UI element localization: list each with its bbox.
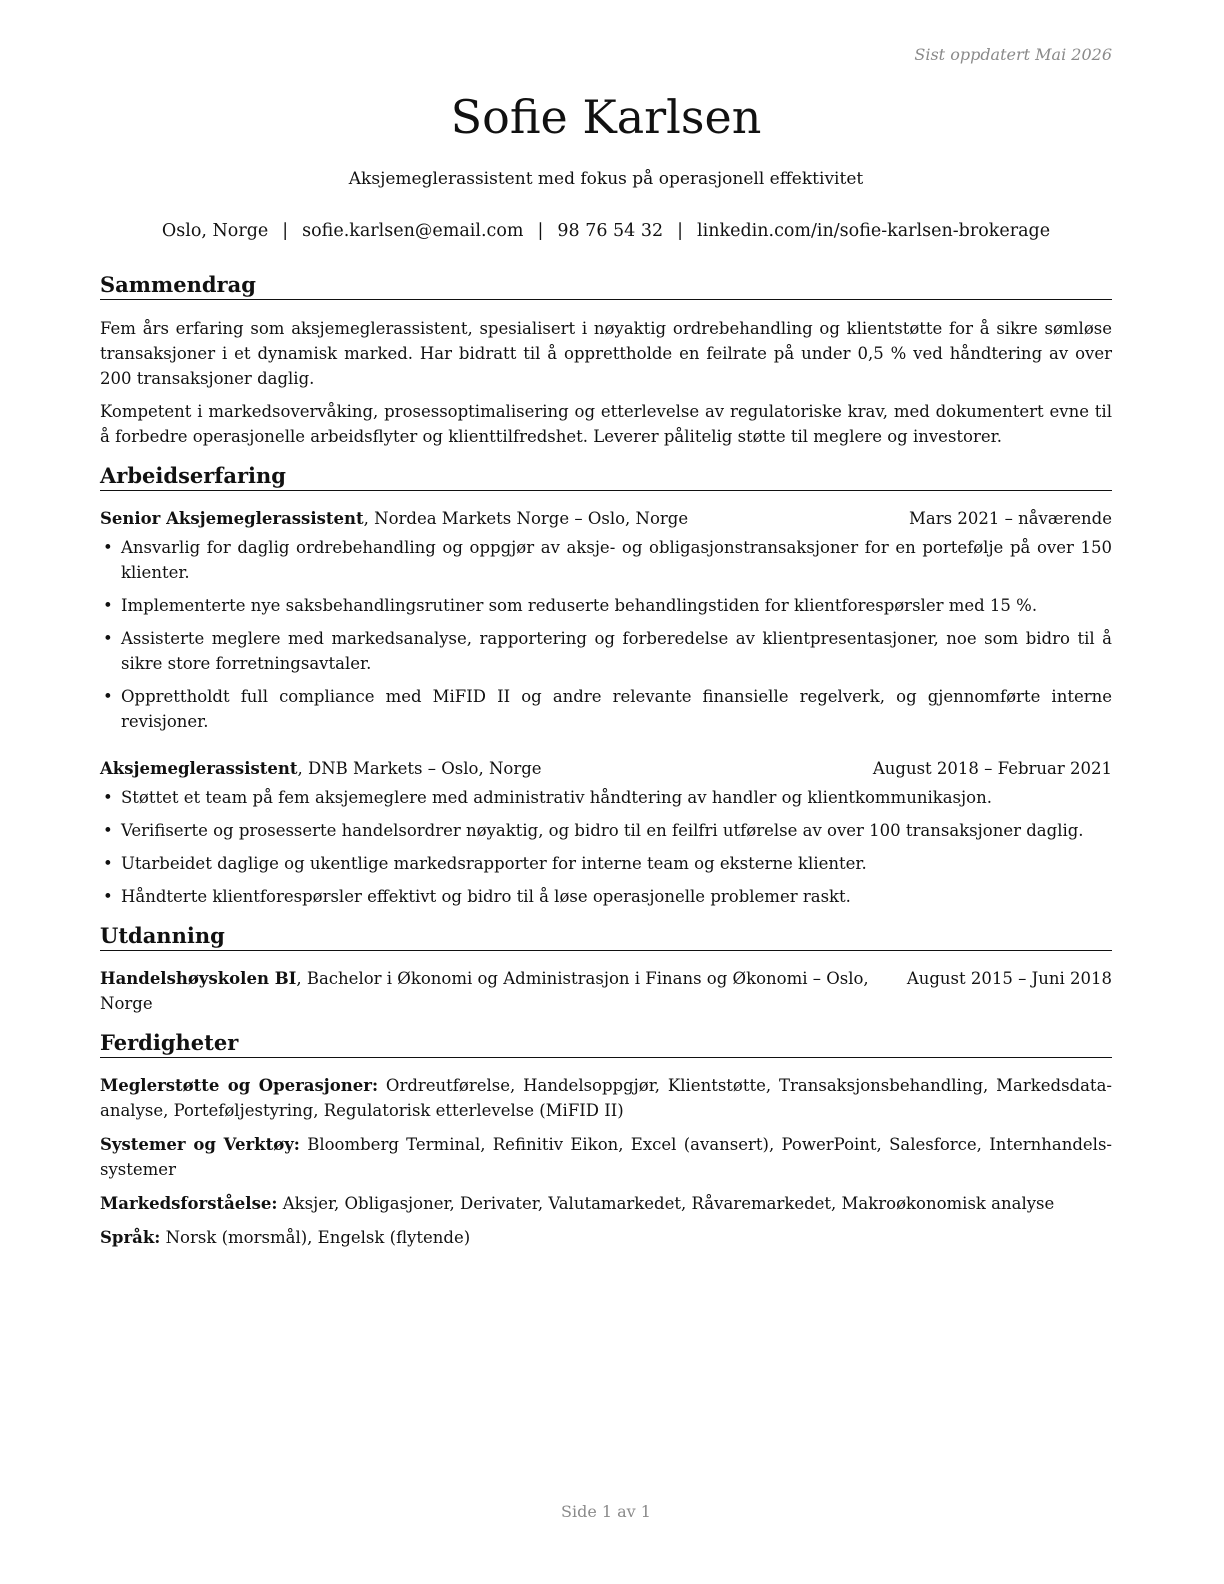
list-item: • Opprettholdt full compliance med MiFID II og andre relevante finansielle regelverk, og gjennomførte interne revisjoner.	[100, 684, 1112, 734]
skill-text: Bloomberg Terminal, Refinitiv Eikon, Excel (avansert), PowerPoint, Salesforce, Internhandels-systemer	[100, 1135, 1112, 1179]
skill-label: Meglerstøtte og Operasjoner:	[100, 1076, 379, 1095]
list-item: • Håndterte klientforespørsler effektivt og bidro til å løse operasjonelle problemer raskt.	[100, 884, 1112, 909]
section-heading: Utdanning	[100, 923, 1112, 951]
skill-text: Aksjer, Obligasjoner, Derivater, Valutamarkedet, Råvaremarkedet, Makroøkonomisk analyse	[277, 1194, 1055, 1213]
job-org: , Nordea Markets Norge – Oslo, Norge	[363, 509, 689, 528]
job-header	[100, 756, 1112, 781]
experience-section	[100, 463, 1112, 909]
page-number: Side 1 av 1	[561, 1502, 651, 1521]
skill-text: Ordreutførelse, Handelsoppgjør, Klientstøtte, Transaksjonsbehandling, Markedsdata-analyse, Porteføljestyring, Regulatorisk etterlevelse (MiFID II)	[100, 1076, 1112, 1120]
job-dates: Mars 2021 – nåværende	[909, 509, 1112, 528]
list-item: • Støttet et team på fem aksjemeglere med administrativ håndtering av handler og klientkommunikasjon.	[100, 785, 1112, 810]
contact-phone: 98 76 54 32	[557, 221, 664, 241]
summary-paragraph: Fem års erfaring som aksjemeglerassistent, spesialisert i nøyaktig ordrebehandling og klientstøtte for å sikre sømløse transaksjoner i et dynamisk marked. Har bidratt til å opprettholde en feilrate på under 0,5 % ved håndtering av over 200 transaksjoner daglig.	[100, 319, 1112, 388]
degree-detail: , Bachelor i Økonomi og Administrasjon i Finans og Økonomi – Oslo, Norge	[100, 969, 869, 1013]
contact-location: Oslo, Norge	[161, 221, 269, 241]
contact-separator: |	[282, 221, 289, 241]
skill-row	[100, 1132, 1112, 1182]
job-bullets	[100, 785, 1112, 909]
skill-label: Systemer og Verktøy:	[100, 1135, 300, 1154]
resume-content	[100, 272, 1112, 1259]
skill-row	[100, 1191, 1112, 1216]
school-name: Handelshøyskolen BI	[100, 969, 297, 988]
job-header	[100, 506, 1112, 531]
skill-label: Markedsforståelse:	[100, 1194, 278, 1213]
section-heading: Sammendrag	[100, 272, 1112, 300]
job-org: , DNB Markets – Oslo, Norge	[297, 759, 542, 778]
job-role: Senior Aksjemeglerassistent	[100, 509, 364, 528]
candidate-name: Sofie Karlsen	[450, 90, 762, 144]
list-item: • Implementerte nye saksbehandlingsrutiner som reduserte behandlingstiden for klientforespørsler med 15 %.	[100, 593, 1112, 618]
contact-line	[100, 220, 1112, 242]
job-role: Aksjemeglerassistent	[100, 759, 298, 778]
contact-linkedin[interactable]: linkedin.com/in/sofie-karlsen-brokerage	[697, 221, 1051, 241]
section-heading: Ferdigheter	[100, 1030, 1112, 1058]
skill-row	[100, 1225, 1112, 1250]
skill-row	[100, 1073, 1112, 1123]
education-section	[100, 923, 1112, 1016]
education-dates: August 2015 – Juni 2018	[906, 969, 1112, 988]
list-item: • Utarbeidet daglige og ukentlige markedsrapporter for interne team og eksterne klienter.	[100, 851, 1112, 876]
skill-text: Norsk (morsmål), Engelsk (flytende)	[160, 1228, 471, 1247]
list-item: • Assisterte meglere med markedsanalyse, rapportering og forberedelse av klientpresentasjoner, noe som bidro til å sikre store forretningsavtaler.	[100, 626, 1112, 676]
last-updated: Sist oppdatert Mai 2026	[914, 45, 1112, 64]
list-item: • Ansvarlig for daglig ordrebehandling og oppgjør av aksje- og obligasjonstransaksjoner for en portefølje på over 150 klienter.	[100, 535, 1112, 585]
skills-list	[100, 1073, 1112, 1250]
contact-separator: |	[677, 221, 684, 241]
job-dates: August 2018 – Februar 2021	[872, 759, 1112, 778]
section-heading: Arbeidserfaring	[100, 463, 1112, 491]
list-item: • Verifiserte og prosesserte handelsordrer nøyaktig, og bidro til en feilfri utførelse av over 100 transaksjoner daglig.	[100, 818, 1112, 843]
contact-email[interactable]: sofie.karlsen@email.com	[302, 221, 524, 241]
contact-separator: |	[537, 221, 544, 241]
summary-paragraph: Kompetent i markedsovervåking, prosessoptimalisering og etterlevelse av regulatoriske krav, med dokumentert evne til å forbedre operasjonelle arbeidsflyter og klienttilfredshet. Leverer pålitelig støtte til meglere og investorer.	[100, 402, 1112, 446]
tagline: Aksjemeglerassistent med fokus på operasjonell effektivitet	[348, 169, 864, 189]
skills-section	[100, 1030, 1112, 1250]
job-bullets	[100, 535, 1112, 734]
summary-section	[100, 272, 1112, 449]
skill-label: Språk:	[100, 1228, 161, 1247]
education-entry	[100, 966, 1112, 1016]
